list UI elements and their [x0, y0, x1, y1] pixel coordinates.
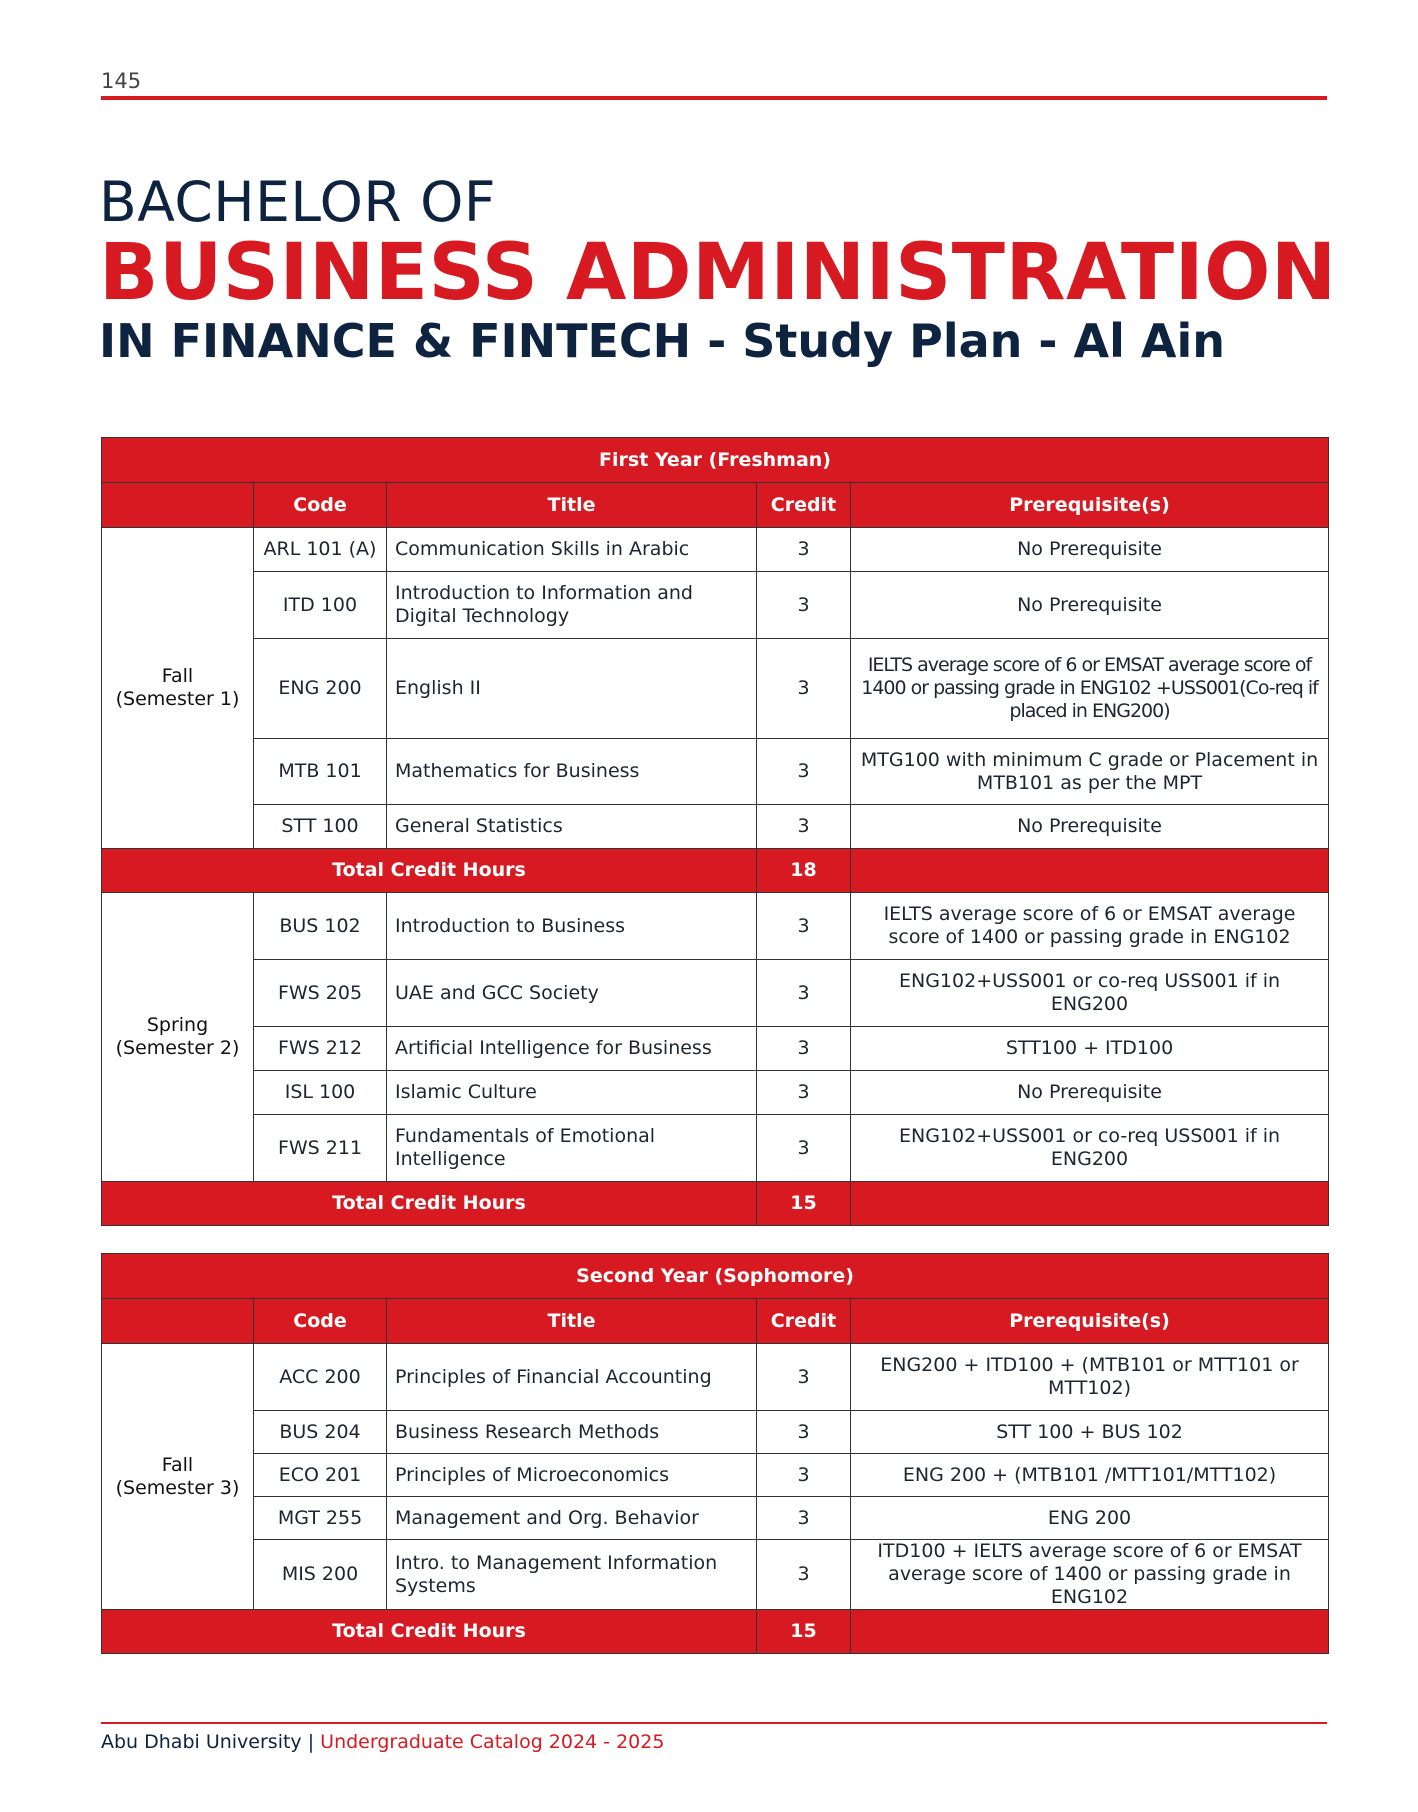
table-row — [102, 1115, 1329, 1182]
course-title: Principles of Financial Accounting — [387, 1344, 757, 1411]
table-row — [102, 1027, 1329, 1071]
course-credit: 3 — [757, 805, 851, 849]
footer-separator: | — [301, 1731, 321, 1753]
course-credit: 3 — [757, 528, 851, 572]
table-row — [102, 639, 1329, 739]
page-number: 145 — [101, 69, 142, 93]
title-col-header: Title — [387, 483, 757, 528]
table-row — [102, 1454, 1329, 1497]
header-divider — [101, 96, 1327, 100]
course-credit: 3 — [757, 1497, 851, 1540]
course-prereq: ENG 200 — [851, 1497, 1329, 1540]
course-code: MIS 200 — [254, 1540, 387, 1610]
course-prereq: No Prerequisite — [851, 1071, 1329, 1115]
footer — [101, 1731, 664, 1753]
table-row — [102, 739, 1329, 805]
table-row — [102, 1411, 1329, 1454]
course-credit: 3 — [757, 893, 851, 960]
course-credit: 3 — [757, 1540, 851, 1610]
code-col-header: Code — [254, 1299, 387, 1344]
total-value: 18 — [757, 849, 851, 893]
year-title: Second Year (Sophomore) — [102, 1254, 1329, 1299]
footer-org: Abu Dhabi University — [101, 1731, 302, 1753]
course-prereq: IELTS average score of 6 or EMSAT average score of 1400 or passing grade in ENG102 +USS001(Co-req if placed in ENG200) — [851, 639, 1329, 739]
semester-label: Fall (Semester 3) — [102, 1344, 254, 1610]
prereq-col-header: Prerequisite(s) — [851, 1299, 1329, 1344]
course-prereq: No Prerequisite — [851, 528, 1329, 572]
prereq-col-header: Prerequisite(s) — [851, 483, 1329, 528]
course-code: FWS 212 — [254, 1027, 387, 1071]
course-prereq: ENG200 + ITD100 + (MTB101 or MTT101 or MTT102) — [851, 1344, 1329, 1411]
course-code: FWS 211 — [254, 1115, 387, 1182]
course-code: ENG 200 — [254, 639, 387, 739]
course-code: ITD 100 — [254, 572, 387, 639]
total-label: Total Credit Hours — [102, 1610, 757, 1654]
table-row — [102, 805, 1329, 849]
course-title: Management and Org. Behavior — [387, 1497, 757, 1540]
title-line-1: BACHELOR OF — [99, 170, 496, 234]
semester-label: Spring (Semester 2) — [102, 893, 254, 1182]
course-title: Fundamentals of Emotional Intelligence — [387, 1115, 757, 1182]
table-row — [102, 1344, 1329, 1411]
course-code: ARL 101 (A) — [254, 528, 387, 572]
course-title: English II — [387, 639, 757, 739]
course-code: STT 100 — [254, 805, 387, 849]
table-row — [102, 528, 1329, 572]
course-title: Introduction to Information and Digital Technology — [387, 572, 757, 639]
title-line-3: IN FINANCE & FINTECH - Study Plan - Al Ain — [99, 314, 1225, 368]
total-row — [102, 1610, 1329, 1654]
course-prereq: ENG 200 + (MTB101 /MTT101/MTT102) — [851, 1454, 1329, 1497]
title-line-2: BUSINESS ADMINISTRATION — [99, 228, 1337, 318]
course-title: Introduction to Business — [387, 893, 757, 960]
course-prereq: No Prerequisite — [851, 805, 1329, 849]
total-value: 15 — [757, 1610, 851, 1654]
course-code: ISL 100 — [254, 1071, 387, 1115]
course-prereq: MTG100 with minimum C grade or Placement in MTB101 as per the MPT — [851, 739, 1329, 805]
course-code: ACC 200 — [254, 1344, 387, 1411]
footer-catalog: Undergraduate Catalog 2024 - 2025 — [320, 1731, 665, 1753]
course-prereq: ENG102+USS001 or co-req USS001 if in ENG200 — [851, 1115, 1329, 1182]
course-code: MTB 101 — [254, 739, 387, 805]
course-title: Communication Skills in Arabic — [387, 528, 757, 572]
course-credit: 3 — [757, 1115, 851, 1182]
course-prereq: ITD100 + IELTS average score of 6 or EMSAT average score of 1400 or passing grade in ENG102 — [851, 1540, 1329, 1610]
course-title: Mathematics for Business — [387, 739, 757, 805]
table-row — [102, 572, 1329, 639]
year-title: First Year (Freshman) — [102, 438, 1329, 483]
course-credit: 3 — [757, 1344, 851, 1411]
total-row — [102, 1182, 1329, 1226]
credit-col-header: Credit — [757, 483, 851, 528]
course-prereq: STT 100 + BUS 102 — [851, 1411, 1329, 1454]
course-prereq: No Prerequisite — [851, 572, 1329, 639]
table-row — [102, 1071, 1329, 1115]
course-title: Artificial Intelligence for Business — [387, 1027, 757, 1071]
first-year-table — [101, 437, 1329, 1226]
course-title: Islamic Culture — [387, 1071, 757, 1115]
course-prereq: ENG102+USS001 or co-req USS001 if in ENG200 — [851, 960, 1329, 1027]
course-code: MGT 255 — [254, 1497, 387, 1540]
table-row — [102, 1540, 1329, 1610]
course-prereq: IELTS average score of 6 or EMSAT average score of 1400 or passing grade in ENG102 — [851, 893, 1329, 960]
code-col-header: Code — [254, 483, 387, 528]
course-title: Intro. to Management Information Systems — [387, 1540, 757, 1610]
total-blank — [851, 849, 1329, 893]
course-code: FWS 205 — [254, 960, 387, 1027]
course-credit: 3 — [757, 960, 851, 1027]
course-credit: 3 — [757, 572, 851, 639]
footer-divider — [101, 1722, 1327, 1724]
course-credit: 3 — [757, 1071, 851, 1115]
table-row — [102, 893, 1329, 960]
total-value: 15 — [757, 1182, 851, 1226]
table-row — [102, 960, 1329, 1027]
table-row — [102, 1497, 1329, 1540]
total-blank — [851, 1610, 1329, 1654]
total-blank — [851, 1182, 1329, 1226]
course-credit: 3 — [757, 739, 851, 805]
semester-col-header — [102, 1299, 254, 1344]
course-credit: 3 — [757, 1027, 851, 1071]
title-col-header: Title — [387, 1299, 757, 1344]
course-code: ECO 201 — [254, 1454, 387, 1497]
course-credit: 3 — [757, 1411, 851, 1454]
credit-col-header: Credit — [757, 1299, 851, 1344]
course-code: BUS 102 — [254, 893, 387, 960]
total-label: Total Credit Hours — [102, 1182, 757, 1226]
course-credit: 3 — [757, 639, 851, 739]
second-year-table — [101, 1253, 1329, 1654]
course-credit: 3 — [757, 1454, 851, 1497]
course-title: Principles of Microeconomics — [387, 1454, 757, 1497]
total-row — [102, 849, 1329, 893]
course-title: Business Research Methods — [387, 1411, 757, 1454]
total-label: Total Credit Hours — [102, 849, 757, 893]
semester-col-header — [102, 483, 254, 528]
semester-label: Fall (Semester 1) — [102, 528, 254, 849]
course-prereq: STT100 + ITD100 — [851, 1027, 1329, 1071]
course-title: General Statistics — [387, 805, 757, 849]
course-title: UAE and GCC Society — [387, 960, 757, 1027]
course-code: BUS 204 — [254, 1411, 387, 1454]
